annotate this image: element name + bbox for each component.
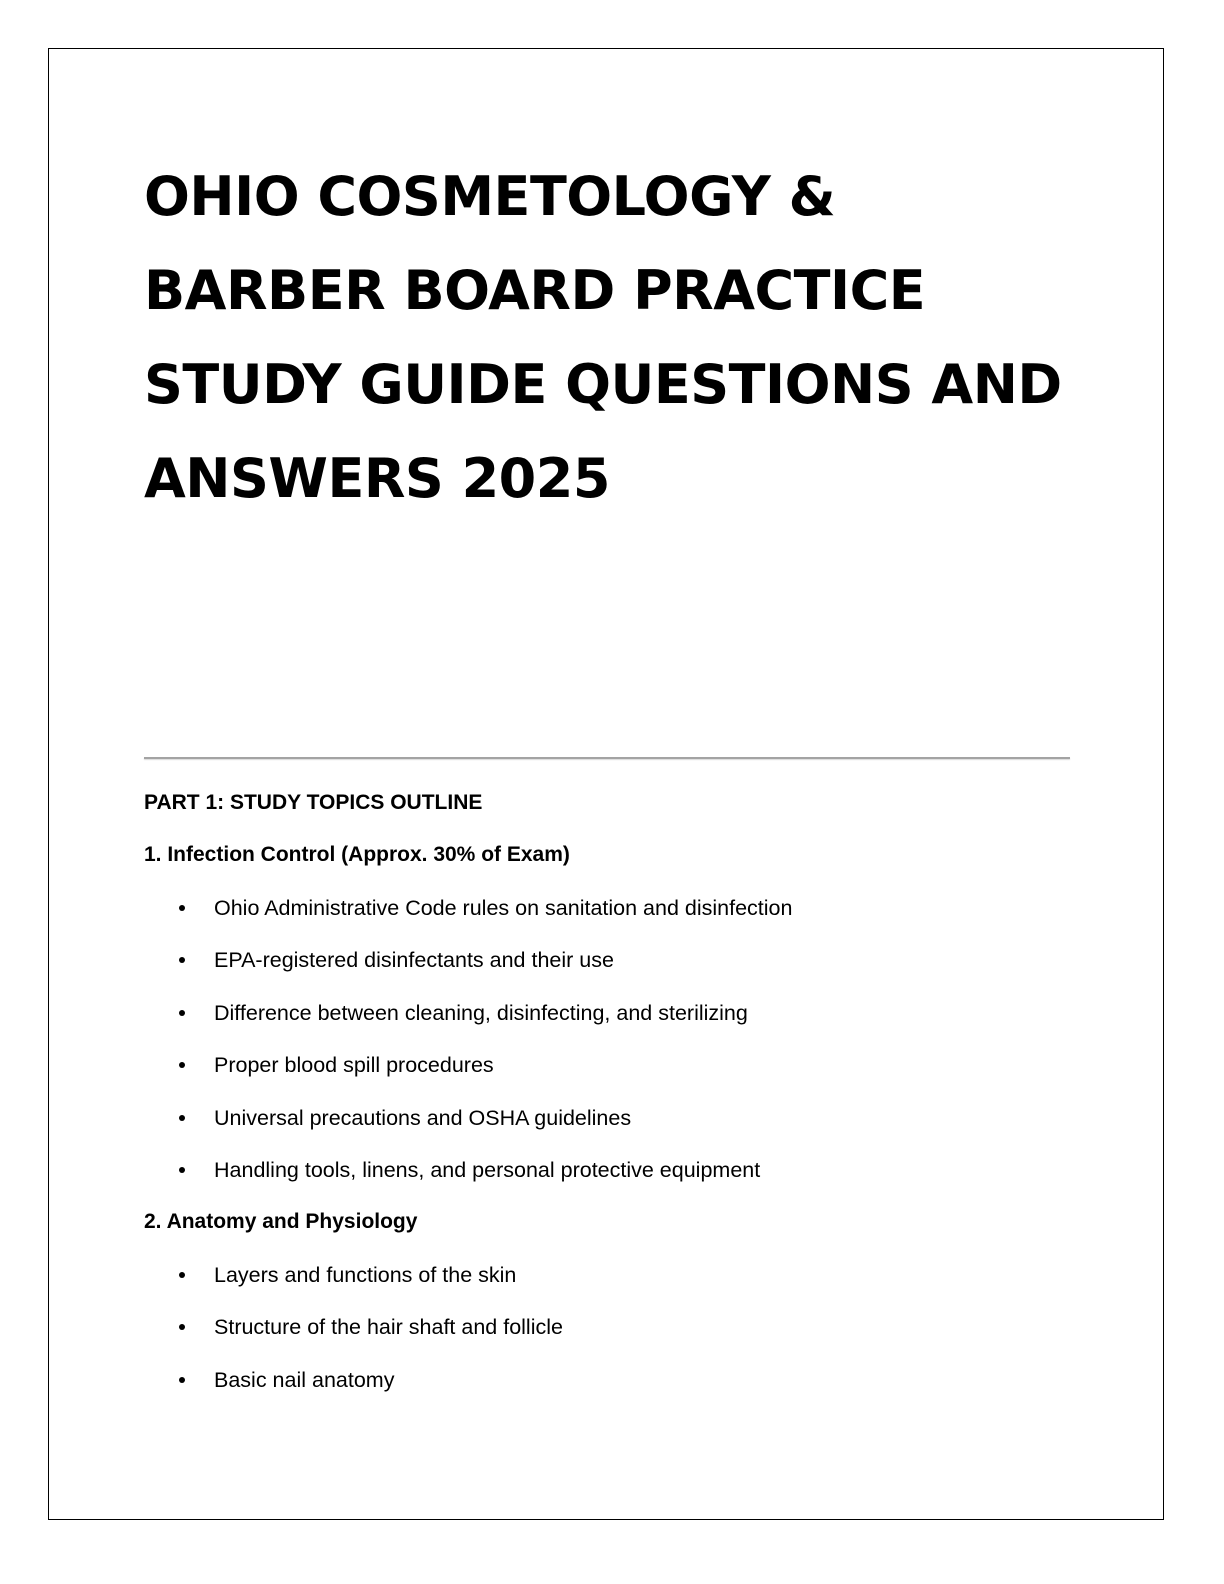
anatomy-list (144, 1258, 1084, 1397)
list-item-text: Structure of the hair shaft and follicle (214, 1315, 563, 1339)
bullet-icon (179, 1062, 185, 1068)
bullet-icon (179, 1167, 185, 1173)
document-title (144, 150, 1104, 526)
list-item (144, 1153, 1084, 1187)
bullet-icon (179, 1115, 185, 1121)
bullet-icon (179, 905, 185, 911)
list-item-text: Handling tools, linens, and personal protective equipment (214, 1158, 761, 1182)
list-item-text: Ohio Administrative Code rules on sanitation and disinfection (214, 895, 793, 920)
section-heading-anatomy: 2. Anatomy and Physiology (144, 1210, 418, 1233)
title-line: STUDY GUIDE QUESTIONS AND (144, 353, 1062, 416)
list-item (144, 1258, 1084, 1292)
list-item (144, 1101, 1084, 1135)
list-item-text: Layers and functions of the skin (214, 1262, 517, 1287)
list-item (144, 891, 1084, 925)
title-line: BARBER BOARD PRACTICE (144, 259, 926, 322)
title-line: ANSWERS 2025 (144, 447, 610, 510)
list-item-text: EPA-registered disinfectants and their use (214, 948, 614, 972)
list-item-text: Universal precautions and OSHA guidelines (214, 1105, 632, 1130)
list-item (144, 1363, 1084, 1397)
list-item-text: Basic nail anatomy (214, 1367, 395, 1392)
list-item (144, 996, 1084, 1030)
title-line: OHIO COSMETOLOGY & (144, 165, 836, 228)
section-heading-infection-control: 1. Infection Control (Approx. 30% of Exam) (144, 843, 570, 866)
list-item (144, 943, 1084, 977)
bullet-icon (179, 1010, 185, 1016)
infection-control-list (144, 891, 1084, 1188)
study-topics-outline (144, 786, 1084, 1397)
part-heading: PART 1: STUDY TOPICS OUTLINE (144, 791, 483, 814)
list-item (144, 1310, 1084, 1344)
bullet-icon (179, 1377, 185, 1383)
list-item-text: Proper blood spill procedures (214, 1053, 494, 1077)
bullet-icon (179, 957, 185, 963)
list-item (144, 1048, 1084, 1082)
horizontal-divider (144, 757, 1070, 759)
bullet-icon (179, 1272, 185, 1278)
list-item-text: Difference between cleaning, disinfecting, and sterilizing (214, 1000, 748, 1025)
bullet-icon (179, 1324, 185, 1330)
